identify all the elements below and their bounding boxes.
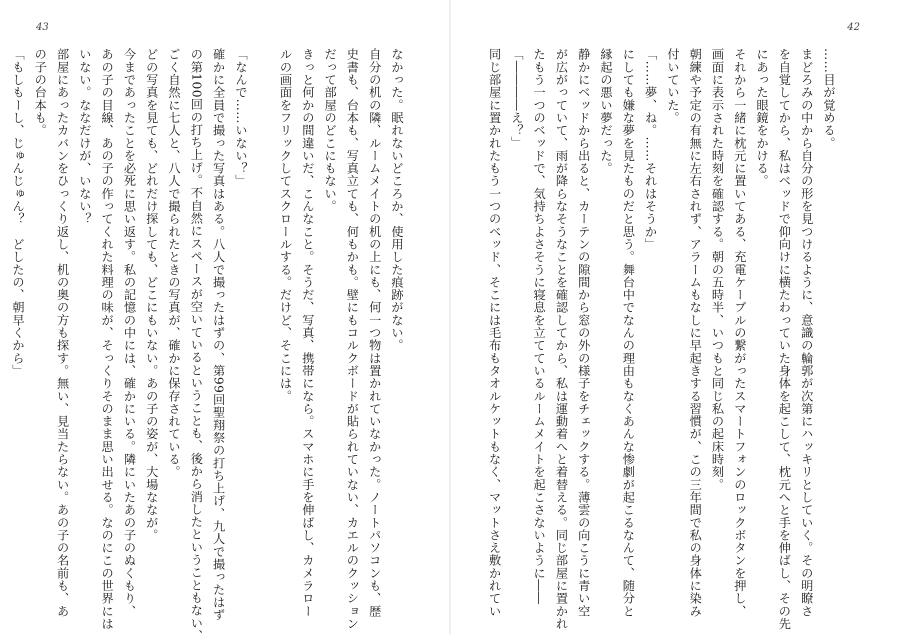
text-line: 「……夢、ね。……それはそうか」 <box>643 48 658 251</box>
text-line: 今まであったことを必死に思い返す。私の記憶の中には、確かにいる。隣にいたあの子のぬくもり、 <box>122 48 137 618</box>
text-line: を自覚してから、私はベッドで仰向けに横たわっていた身体を起こして、枕元へと手を伸ばし、その先 <box>777 48 792 630</box>
text-line: ごく自然に七人と、八人で撮られたときの写真が、確かに保存されている。 <box>167 48 182 479</box>
text-line: にあった眼鏡をかける。 <box>755 48 770 188</box>
text-line: にしても嫌な夢を見たものだと思う。舞台中でなんの理由もなくあんな惨劇が起こるなんて、随分と <box>621 48 636 618</box>
text-line: ……目が覚める。 <box>822 48 836 150</box>
text-line: 付いていた。 <box>665 48 680 124</box>
text-line: 「なんで……いない？」 <box>233 48 248 188</box>
text-line: が広がっていて、雨が降らなそうなことを確認してから、私は運動着へと着替える。同じ部屋に置かれ <box>554 48 569 630</box>
text-line: 同じ部屋に置かれたもう一つのベッド、そこには毛布もタオルケットもなく、マットさえ敷かれてい <box>487 48 502 618</box>
text-line: あの子の目線、あの子の作ってくれた料理の味が、そっくりそのまま思い出せる。なのにこの世界には <box>100 48 115 630</box>
left-page-text <box>7 48 408 642</box>
text-line: 自分の机の隣、ルームメイトの机の上にも、何一つ物は置かれていなかった。ノートパソコンも、歴 <box>367 48 382 618</box>
page-gutter <box>449 0 451 634</box>
text-line: 静かにベッドから出ると、カーテンの隙間から窓の外の様子をチェックする。薄雲の向こうに青い空 <box>576 48 591 618</box>
text-line: ルの画面をフリックしてスクロールする。だけど、そこには。 <box>278 48 293 403</box>
text-line: 「――――え？」 <box>509 48 524 150</box>
blank-line <box>252 48 274 598</box>
text-line: 部屋にあったカバンをひっくり返し、机の奥の方も探す。無い、見当たらない。あの子の名前も、あ <box>55 48 70 618</box>
text-line: いない。ななだけが、いない？ <box>77 48 92 226</box>
text-line: の第100回の打ち上げ。不自然にスペースが空いているということも、後から消したということもない、 <box>189 48 204 642</box>
text-line: 画面に表示された時刻を確認する。朝の五時半、いつもと同じ私の起床時刻。 <box>710 48 725 491</box>
text-line: それから一緒に枕元に置いてある、充電ケーブルの繋がったスマートフォンのロックボタンを押し、 <box>732 48 747 618</box>
right-page-text <box>483 48 840 630</box>
text-line: 史書も、台本も、写真立ても、何もかも。壁にもコルクボードが貼られていない、カエルのクッション <box>345 48 360 630</box>
text-line: 確かに全員で撮った写真はある。八人で撮ったはずの、第99回聖翔祭の打ち上げ、九人で撮ったはず <box>211 48 226 622</box>
text-line: 「もしもーし、じゅんじゅん？ どしたの、朝早くから」 <box>10 48 25 377</box>
text-line: まどろみの中から自分の形を見つけるように、意識の輪郭が次第にハッキリとしていく。その明瞭さ <box>799 48 814 618</box>
text-line: の子の台本も。 <box>33 48 48 137</box>
page-number-right: 42 <box>847 22 860 33</box>
text-line: きっと何かの間違いだ、こんなこと。そうだ、写真、携帯になら。スマホに手を伸ばし、カメラロー <box>300 48 315 618</box>
text-line: 縁起の悪い夢だった。 <box>599 48 614 175</box>
page-number-left: 43 <box>36 22 49 33</box>
text-line: どの写真を見ても、どれだけ探しても、どこにもいない。あの子の姿が、大場ななが。 <box>144 48 159 542</box>
text-line: なかった。眠れないどころか、使用した痕跡がない。 <box>390 48 404 352</box>
text-line: 朝練や予定の有無に左右されず、アラームもなしに早起きする習慣が、この三年間で私の身体に染み <box>688 48 703 618</box>
text-line: だって部屋のどこにもない。 <box>323 48 338 213</box>
text-line: たもう一つのベッドで、気持ちよさそうに寝息を立てているルームメイトを起こさないように―― <box>532 48 547 605</box>
